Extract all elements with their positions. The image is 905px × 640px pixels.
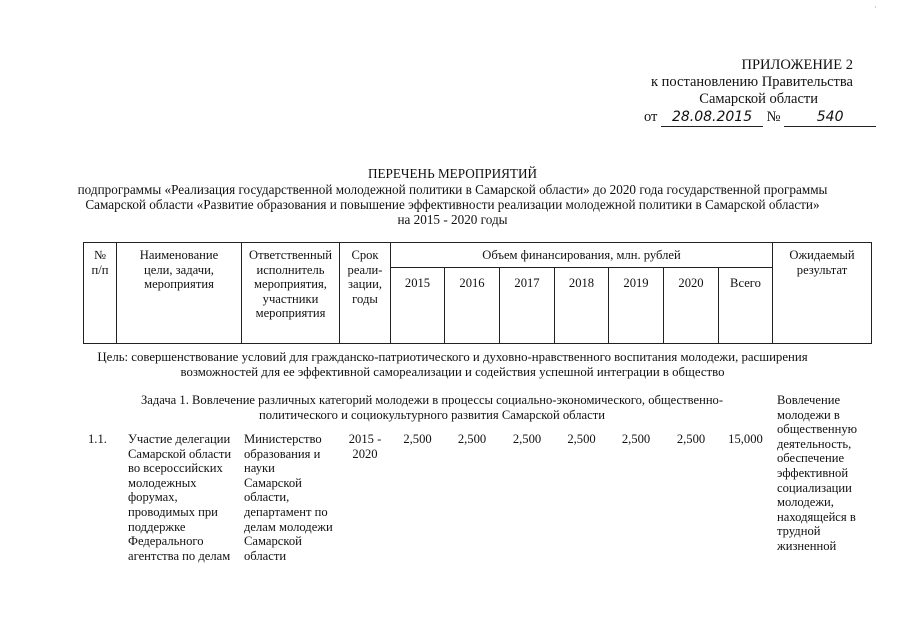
goal-line-2: возможностей для ее эффективной самореализации и содействия успешной интеграции в общество [180, 365, 725, 379]
row-value-2018: 2,500 [567, 432, 596, 446]
title-line-1: подпрограммы «Реализация государственной молодежной политики в Самарской области» до 2020 года государственной программы [77, 182, 828, 197]
appendix-title: ПРИЛОЖЕНИЕ 2 [741, 57, 853, 73]
col-header-name: Наименование цели, задачи, мероприятия [139, 248, 219, 292]
col-header-total: Всего [730, 276, 761, 290]
col-header-2020: 2020 [678, 276, 704, 290]
col-header-2019: 2019 [623, 276, 649, 290]
signed-number: 540 [784, 108, 876, 127]
row-number: 1.1. [88, 432, 107, 446]
row-value-2015: 2,500 [403, 432, 432, 446]
col-header-2018: 2018 [568, 276, 595, 290]
resolution-line: к постановлению Правительства [651, 74, 853, 90]
document-heading: ПЕРЕЧЕНЬ МЕРОПРИЯТИЙ [367, 166, 538, 181]
col-header-term: Срок реали- зации, годы [347, 248, 383, 306]
goal-line-1: Цель: совершенствование условий для гражданско-патриотического и духовно-нравственного воспитания молодежи, расширения [97, 350, 808, 364]
col-header-result: Ожидаемый результат [789, 248, 855, 277]
col-header-2016: 2016 [459, 276, 485, 290]
date-prefix: от [644, 109, 658, 125]
row-value-2017: 2,500 [512, 432, 542, 446]
col-header-funding: Объем финансирования, млн. рублей [482, 248, 681, 262]
col-header-2017: 2017 [514, 276, 540, 290]
row-value-2020: 2,500 [676, 432, 706, 446]
expected-result: Вовлечение молодежи в общественную деятельность, обеспечение эффективной социализации молодежи, находящейся в трудной жизненной [777, 393, 858, 553]
task-line-2: политического и социокультурного развития Самарской области [259, 408, 605, 422]
row-value-total: 15,000 [728, 432, 763, 446]
row-name: Участие делегации Самарской области во всероссийских молодежных форумах, проводимых при поддержке Федерального агентства по делам [128, 432, 232, 563]
title-line-2: Самарской области «Развитие образования и повышение эффективности реализации молодежной политики в Самарской области» [85, 197, 820, 212]
col-header-number: № п/п [91, 248, 109, 277]
region-line: Самарской области [699, 91, 818, 107]
row-value-2019: 2,500 [621, 432, 651, 446]
corner-mark: · [874, 3, 877, 12]
signed-date: 28.08.2015 [661, 108, 763, 127]
col-header-responsible: Ответственный исполнитель мероприятия, участники мероприятия [249, 248, 332, 321]
row-value-2016: 2,500 [457, 432, 487, 446]
task-line-1: Задача 1. Вовлечение различных категорий молодежи в процессы социально-экономического, общественно- [140, 393, 724, 407]
date-number-line [644, 108, 876, 127]
row-responsible: Министерство образования и науки Самарской области, департамент по делам молодежи Самарской области [244, 432, 333, 563]
title-line-3: на 2015 - 2020 годы [397, 212, 508, 227]
row-term: 2015 - 2020 [348, 432, 382, 461]
number-prefix: № [766, 109, 781, 125]
col-header-2015: 2015 [404, 276, 431, 290]
